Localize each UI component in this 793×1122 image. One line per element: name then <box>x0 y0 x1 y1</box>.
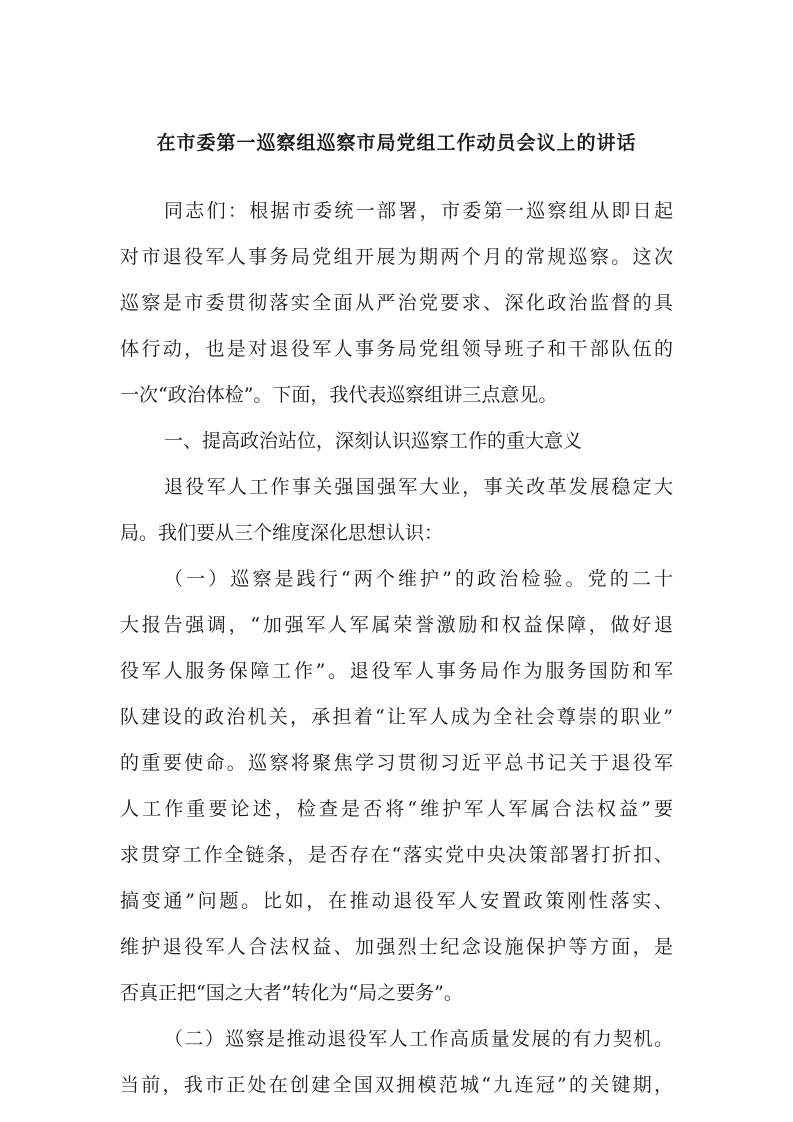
paragraph-line: 役军人服务保障工作”。退役军人事务局作为服务国防和军 <box>120 660 673 682</box>
paragraph-line: 维护退役军人合法权益、加强烈士纪念设施保护等方面，是 <box>120 936 673 958</box>
paragraph-line: 体行动，也是对退役军人事务局党组领导班子和干部队伍的 <box>120 338 673 360</box>
paragraph-line: 当前，我市正处在创建全国双拥模范城“九连冠”的关键期， <box>120 1074 673 1096</box>
section-heading: 一、提高政治站位，深刻认识巡察工作的重大意义 <box>164 430 583 452</box>
paragraph-line: （一）巡察是践行“两个维护”的政治检验。党的二十 <box>164 568 673 590</box>
paragraph-line: （二）巡察是推动退役军人工作高质量发展的有力契机。 <box>164 1028 673 1050</box>
paragraph-line: 对市退役军人事务局党组开展为期两个月的常规巡察。这次 <box>120 246 673 268</box>
paragraph-line: 队建设的政治机关，承担着“让军人成为全社会尊崇的职业” <box>120 706 673 728</box>
paragraph-line: 求贯穿工作全链条，是否存在“落实党中央决策部署打折扣、 <box>120 844 673 866</box>
paragraph-line: 退役军人工作事关强国强军大业，事关改革发展稳定大 <box>164 476 673 498</box>
paragraph-line: 的重要使命。巡察将聚焦学习贯彻习近平总书记关于退役军 <box>120 752 673 774</box>
paragraph-line: 否真正把“国之大者”转化为“局之要务”。 <box>120 982 463 1004</box>
paragraph-line: 大报告强调，“加强军人军属荣誉激励和权益保障，做好退 <box>120 614 673 636</box>
paragraph-line: 一次“政治体检”。下面，我代表巡察组讲三点意见。 <box>120 384 558 406</box>
paragraph-line: 巡察是市委贯彻落实全面从严治党要求、深化政治监督的具 <box>120 292 673 314</box>
document-title: 在市委第一巡察组巡察市局党组工作动员会议上的讲话 <box>156 132 637 154</box>
paragraph-line: 同志们：根据市委统一部署，市委第一巡察组从即日起 <box>164 200 673 222</box>
paragraph-line: 局。我们要从三个维度深化思想认识： <box>120 522 444 544</box>
paragraph-line: 人工作重要论述，检查是否将“维护军人军属合法权益”要 <box>120 798 673 820</box>
paragraph-line: 搞变通”问题。比如，在推动退役军人安置政策刚性落实、 <box>120 890 673 912</box>
